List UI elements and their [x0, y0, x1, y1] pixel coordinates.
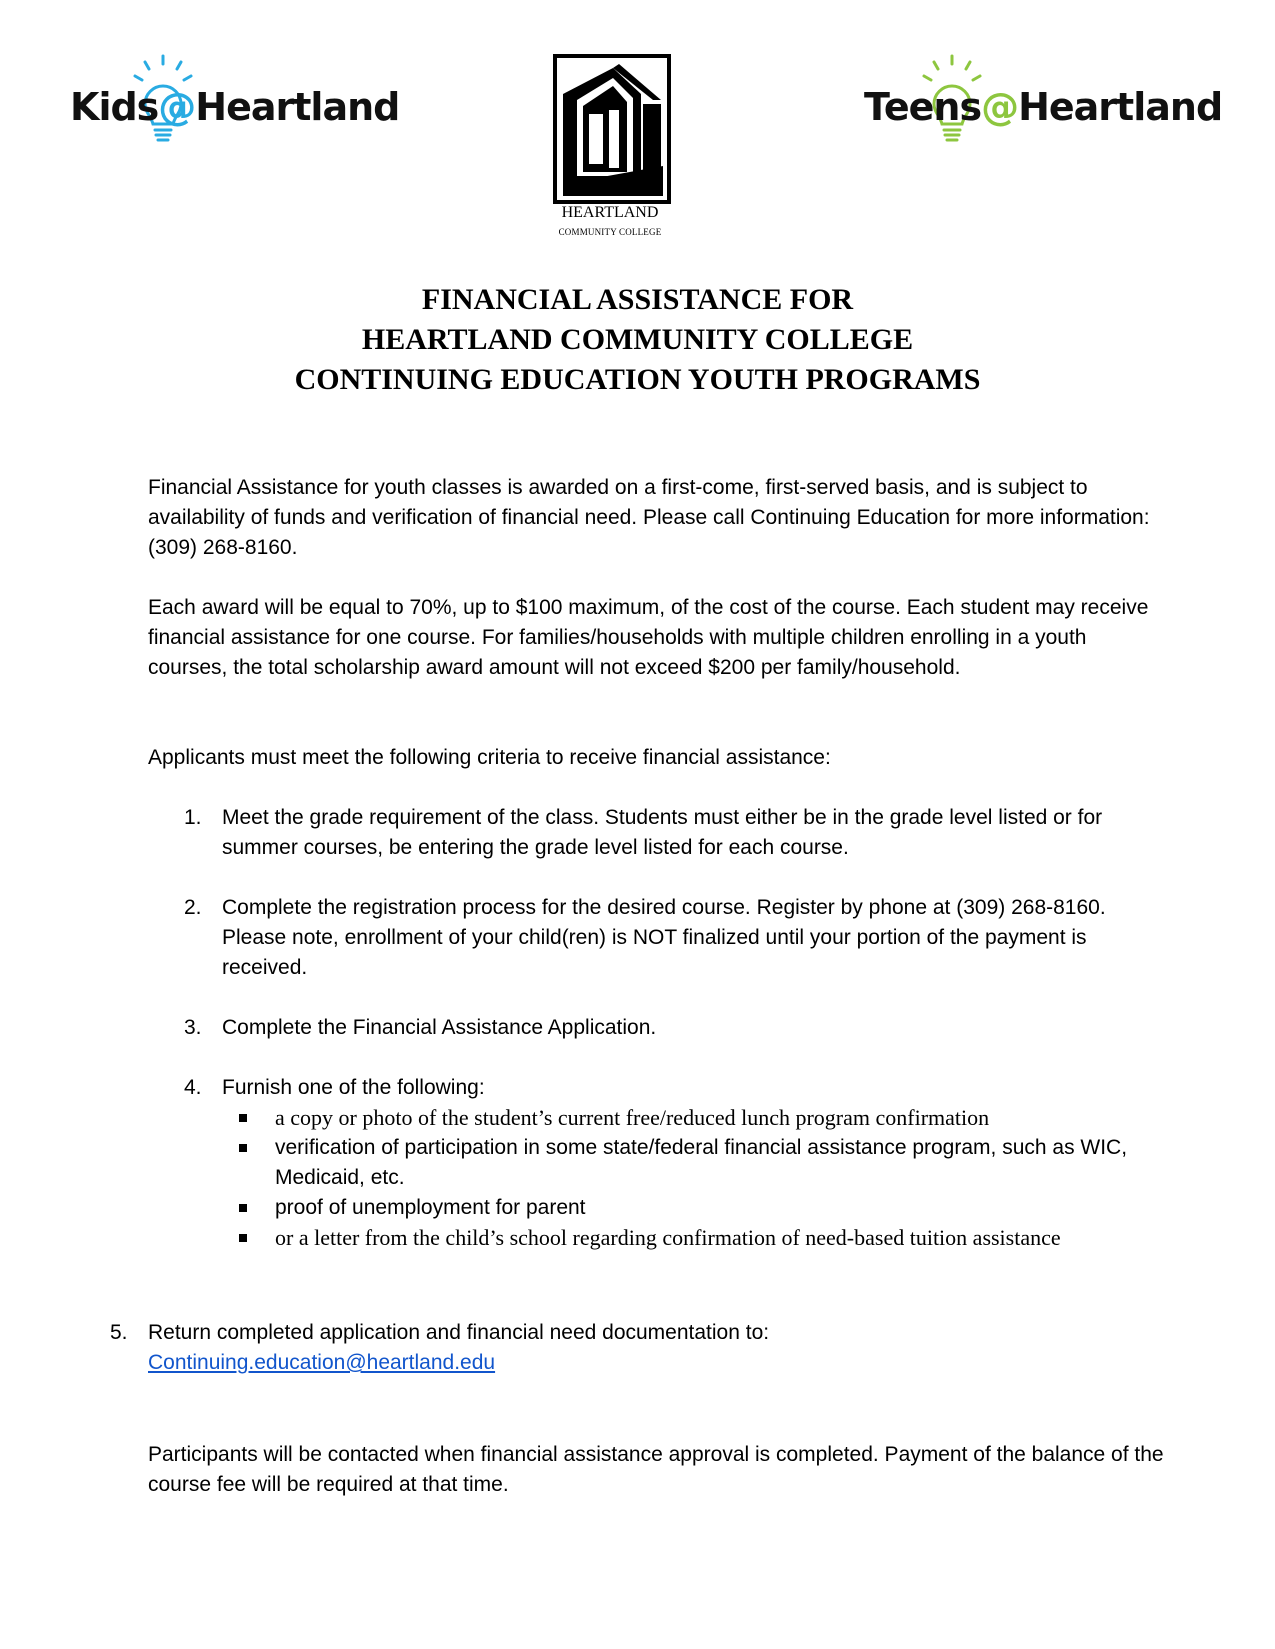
documentation-option: or a letter from the child’s school regarding confirmation of need-based tuition assistance	[275, 1223, 1155, 1253]
return-step-text: Return completed application and financial need documentation to:	[148, 1321, 770, 1344]
criteria-text: Complete the registration process for the desired course. Register by phone at (309) 268-8160. Please note, enrollment of your child(ren) is NOT finalized until your portion of the payment is received.	[222, 896, 1106, 979]
title-line-1: FINANCIAL ASSISTANCE FOR	[421, 283, 854, 316]
intro-paragraph: Financial Assistance for youth classes is awarded on a first-come, first-served basis, and is subject to availability of funds and verification of financial need. Please call Continuing Education for more information: (309) 268-8160.	[148, 476, 1150, 559]
closing-paragraph: Participants will be contacted when financial assistance approval is completed. Payment of the balance of the course fee will be required at that time.	[148, 1443, 1164, 1496]
criteria-number: 2.	[184, 896, 202, 919]
kids-logo-prefix: Kids	[70, 85, 159, 129]
criteria-number: 4.	[184, 1076, 202, 1099]
college-logo-subtitle: COMMUNITY COLLEGE	[558, 227, 662, 237]
criteria-number: 1.	[184, 806, 202, 829]
criteria-text: Furnish one of the following:	[222, 1076, 485, 1099]
criteria-intro: Applicants must meet the following criteria to receive financial assistance:	[148, 746, 831, 769]
documentation-option: verification of participation in some state/federal financial assistance program, such as WIC, Medicaid, etc.	[275, 1133, 1155, 1193]
teens-logo-prefix: Teens	[864, 85, 982, 129]
documentation-options-list	[275, 1103, 1155, 1253]
criteria-number: 3.	[184, 1016, 202, 1039]
criteria-item	[184, 893, 1152, 983]
college-logo-name: HEARTLAND	[561, 204, 659, 221]
continuing-education-email-link[interactable]: Continuing.education@heartland.edu	[148, 1351, 496, 1374]
award-paragraph: Each award will be equal to 70%, up to $100 maximum, of the cost of the course. Each student may receive financial assistance for one course. For families/households with multiple children enrolling in a youth courses, the total scholarship award amount will not exceed $200 per family/household.	[148, 596, 1149, 679]
heartland-building-logo	[553, 54, 671, 204]
criteria-number: 5.	[110, 1321, 128, 1344]
teens-logo-suffix: Heartland	[1018, 85, 1223, 129]
criteria-item	[184, 803, 1152, 863]
documentation-option: proof of unemployment for parent	[275, 1193, 1155, 1223]
title-line-3: CONTINUING EDUCATION YOUTH PROGRAMS	[294, 363, 981, 396]
documentation-option: a copy or photo of the student’s current free/reduced lunch program confirmation	[275, 1103, 1155, 1133]
document-title	[0, 280, 1275, 400]
return-step	[110, 1318, 1128, 1378]
kids-logo-suffix: Heartland	[195, 85, 400, 129]
teens-logo-at: @	[981, 85, 1019, 129]
title-line-2: HEARTLAND COMMUNITY COLLEGE	[361, 323, 914, 356]
criteria-text: Complete the Financial Assistance Application.	[222, 1016, 657, 1039]
kids-logo-at: @	[158, 85, 196, 129]
criteria-item	[184, 1073, 1152, 1103]
criteria-text: Meet the grade requirement of the class. Students must either be in the grade level listed or for summer courses, be entering the grade level listed for each course.	[222, 806, 1103, 859]
criteria-item	[184, 1013, 1152, 1043]
